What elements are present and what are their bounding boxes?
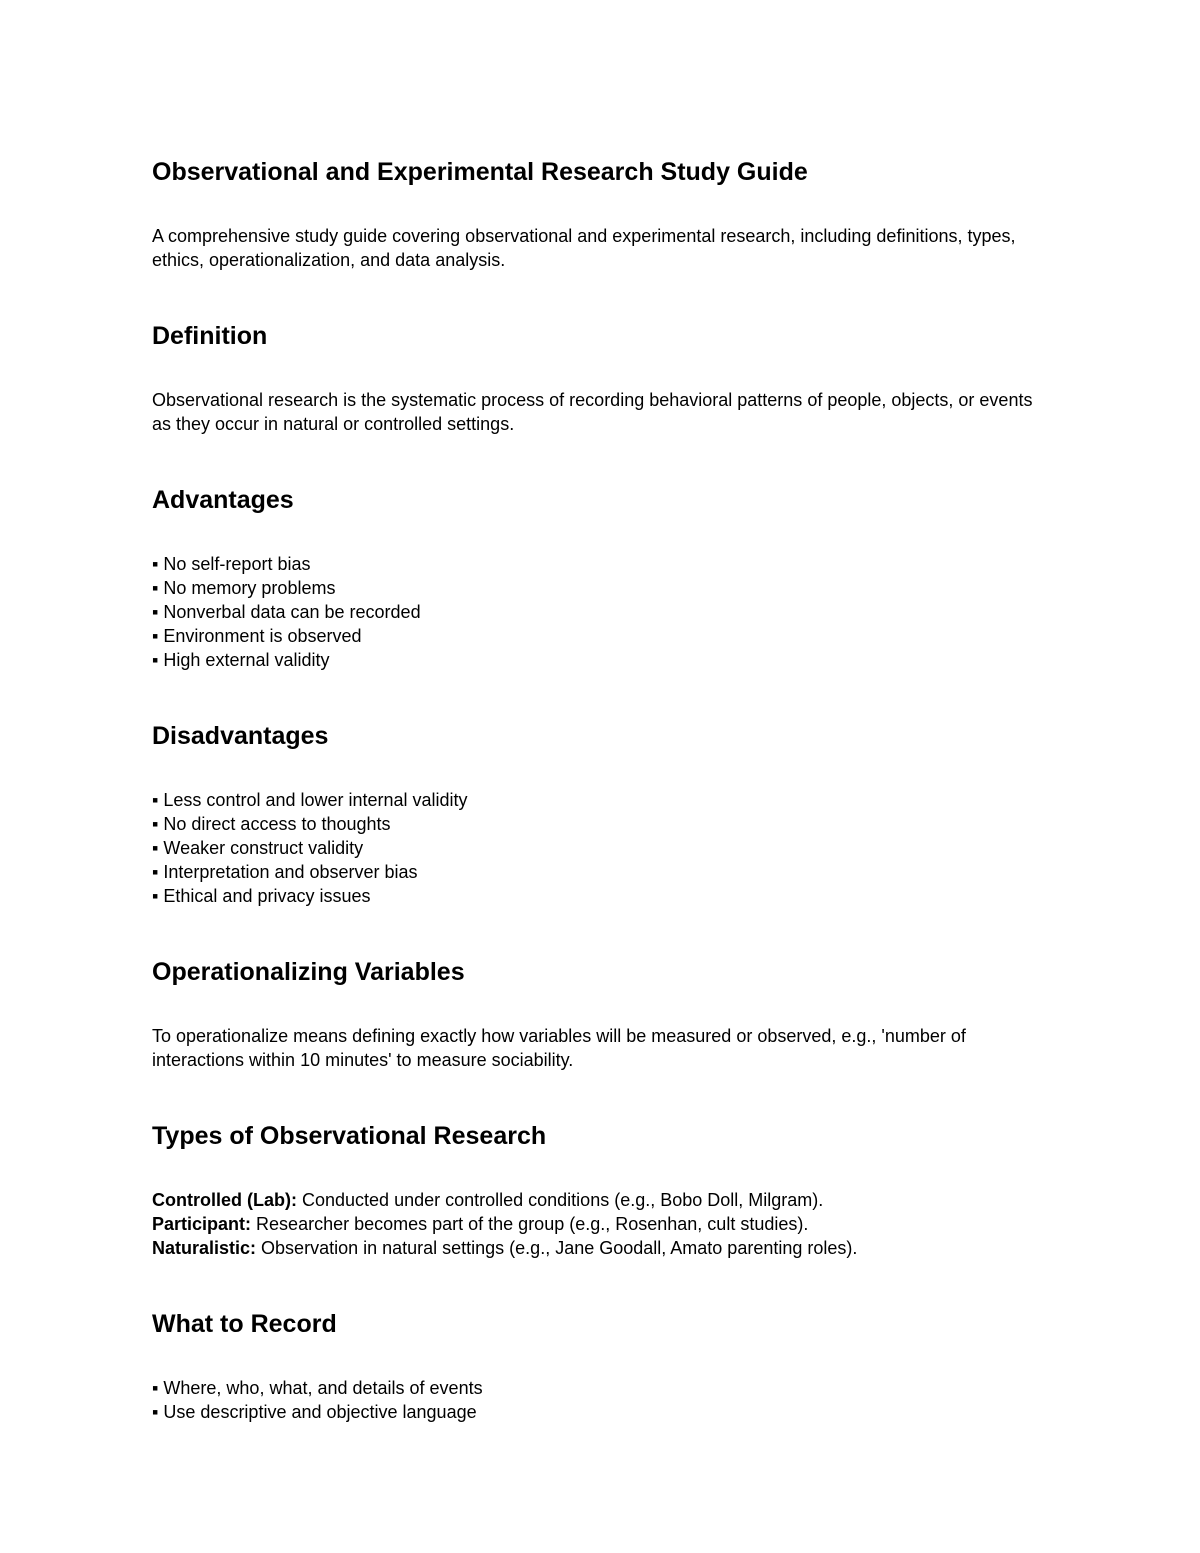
bullet-icon: ▪ xyxy=(152,578,159,598)
type-row-participant xyxy=(152,1212,1052,1236)
what-to-record-list xyxy=(152,1376,1052,1424)
definition-paragraph: Observational research is the systematic process of recording behavioral patterns of people, objects, or events as they occur in natural or controlled settings. xyxy=(152,390,1033,434)
document-content xyxy=(152,156,1052,1424)
bullet-icon: ▪ xyxy=(152,626,159,646)
section-operationalizing xyxy=(152,956,1052,1072)
section-types xyxy=(152,1120,1052,1260)
list-item xyxy=(152,860,1052,884)
list-item-text: Less control and lower internal validity xyxy=(163,790,468,810)
bullet-icon: ▪ xyxy=(152,862,159,882)
section-heading-operationalizing: Operationalizing Variables xyxy=(152,958,465,986)
disadvantages-list xyxy=(152,788,1052,908)
section-heading-definition: Definition xyxy=(152,322,268,350)
bullet-icon: ▪ xyxy=(152,814,159,834)
list-item-text: Environment is observed xyxy=(163,626,362,646)
type-description: Observation in natural settings (e.g., Jane Goodall, Amato parenting roles). xyxy=(261,1238,858,1258)
section-advantages xyxy=(152,484,1052,672)
list-item xyxy=(152,836,1052,860)
type-row-controlled xyxy=(152,1188,1052,1212)
list-item-text: Nonverbal data can be recorded xyxy=(163,602,421,622)
list-item xyxy=(152,1400,1052,1424)
section-heading-types: Types of Observational Research xyxy=(152,1122,547,1150)
list-item xyxy=(152,552,1052,576)
list-item-text: No self-report bias xyxy=(163,554,311,574)
list-item xyxy=(152,1376,1052,1400)
list-item-text: Ethical and privacy issues xyxy=(163,886,371,906)
intro-paragraph: A comprehensive study guide covering observational and experimental research, including definitions, types, ethics, operationalization, and data analysis. xyxy=(152,226,1016,270)
list-item-text: Weaker construct validity xyxy=(163,838,364,858)
bullet-icon: ▪ xyxy=(152,1402,159,1422)
list-item xyxy=(152,812,1052,836)
bullet-icon: ▪ xyxy=(152,602,159,622)
section-heading-disadvantages: Disadvantages xyxy=(152,722,329,750)
bullet-icon: ▪ xyxy=(152,1378,159,1398)
type-label: Participant: xyxy=(152,1214,252,1234)
advantages-list xyxy=(152,552,1052,672)
types-list xyxy=(152,1188,1052,1260)
operationalizing-paragraph: To operationalize means defining exactly how variables will be measured or observed, e.g., 'number of interactions within 10 minutes' to measure sociability. xyxy=(152,1026,966,1070)
section-definition xyxy=(152,320,1052,436)
type-row-naturalistic xyxy=(152,1236,1052,1260)
list-item-text: Where, who, what, and details of events xyxy=(163,1378,483,1398)
bullet-icon: ▪ xyxy=(152,650,159,670)
section-heading-advantages: Advantages xyxy=(152,486,294,514)
bullet-icon: ▪ xyxy=(152,886,159,906)
list-item xyxy=(152,624,1052,648)
document-title: Observational and Experimental Research Study Guide xyxy=(152,158,808,186)
bullet-icon: ▪ xyxy=(152,838,159,858)
list-item-text: Use descriptive and objective language xyxy=(163,1402,477,1422)
list-item xyxy=(152,576,1052,600)
list-item-text: No memory problems xyxy=(163,578,336,598)
bullet-icon: ▪ xyxy=(152,554,159,574)
list-item-text: Interpretation and observer bias xyxy=(163,862,418,882)
list-item xyxy=(152,884,1052,908)
section-heading-what-to-record: What to Record xyxy=(152,1310,337,1338)
list-item-text: High external validity xyxy=(163,650,330,670)
type-label: Controlled (Lab): xyxy=(152,1190,297,1210)
list-item xyxy=(152,788,1052,812)
section-disadvantages xyxy=(152,720,1052,908)
list-item xyxy=(152,648,1052,672)
type-description: Conducted under controlled conditions (e.g., Bobo Doll, Milgram). xyxy=(302,1190,824,1210)
bullet-icon: ▪ xyxy=(152,790,159,810)
type-description: Researcher becomes part of the group (e.g., Rosenhan, cult studies). xyxy=(256,1214,809,1234)
section-what-to-record xyxy=(152,1308,1052,1424)
list-item xyxy=(152,600,1052,624)
list-item-text: No direct access to thoughts xyxy=(163,814,391,834)
type-label: Naturalistic: xyxy=(152,1238,257,1258)
